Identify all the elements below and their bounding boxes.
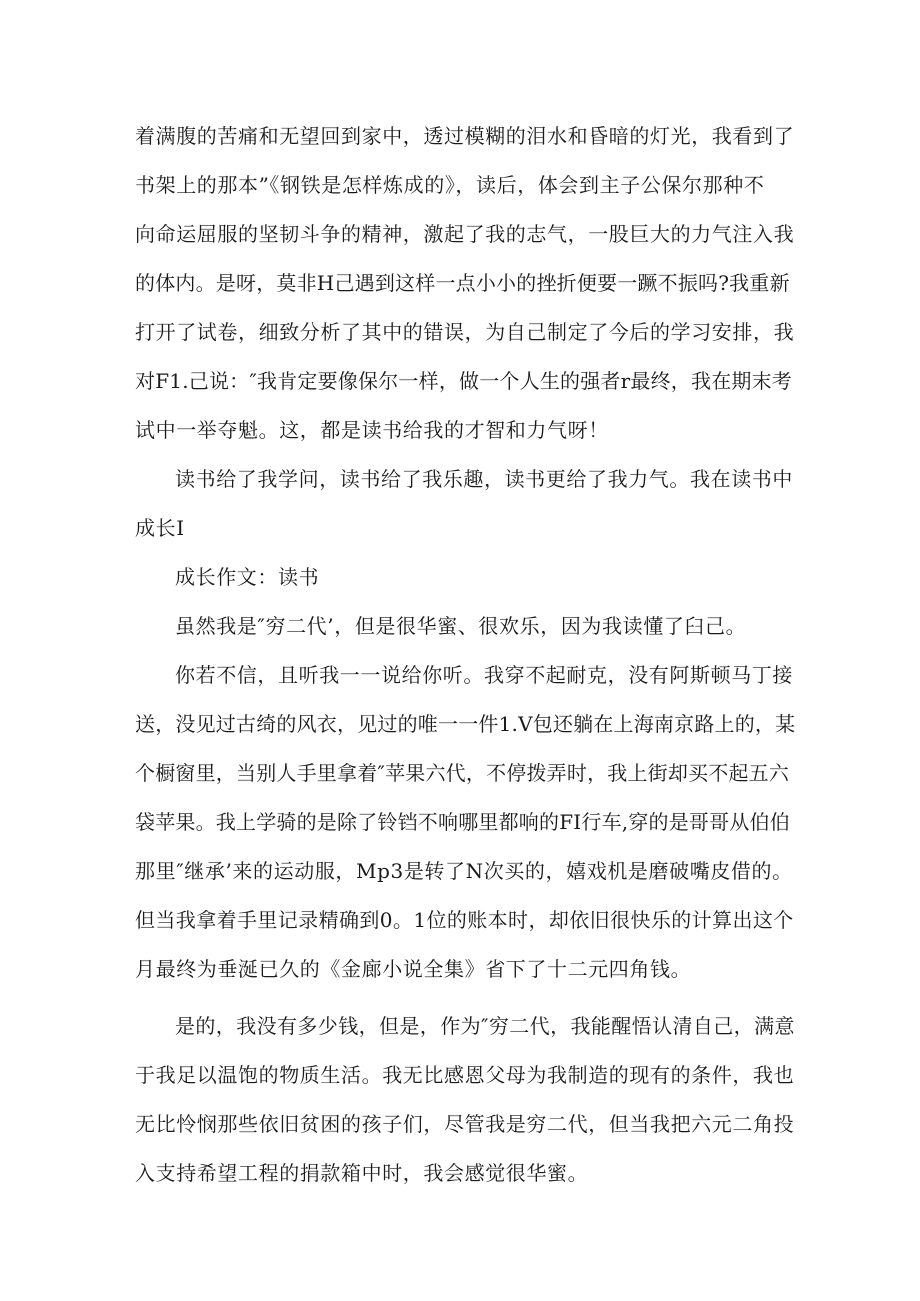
text-line: 于我足以温饱的物质生活。我无比感恩父母为我制造的现有的条件，我也 — [135, 1063, 795, 1087]
text-line: 袋苹果。我上学骑的是除了铃铛不响哪里都响的FI行车,穿的是哥哥从伯伯 — [135, 810, 790, 834]
paragraph-1 — [135, 112, 795, 455]
text-line: 的体内。是呀，莫非H己遇到这样一点小小的挫折便要一蹶不振吗?我重新 — [135, 271, 790, 295]
text-line: 是的，我没有多少钱，但是，作为″穷二代，我能醒悟认清自己，满意 — [175, 1014, 795, 1038]
section-title — [135, 553, 795, 602]
text-line: 个橱窗里，当别人手里拿着″苹果六代，不停拨弄时，我上街却买不起五六 — [135, 761, 790, 785]
section-heading: 成长作文：读书 — [175, 565, 320, 589]
paragraph-spacer — [135, 994, 795, 1002]
text-line: 成长I — [135, 516, 185, 540]
paragraph-2 — [135, 455, 795, 553]
text-line: 虽然我是″穷二代’，但是很华蜜、很欢乐，因为我读懂了臼己。 — [175, 614, 747, 638]
paragraph-5 — [135, 651, 795, 994]
text-line: 向命运屈服的坚韧斗争的精神，激起了我的志气，一股巨大的力气注入我 — [135, 222, 795, 246]
text-line: 你若不信，且听我一一说给你听。我穿不起耐克，没有阿斯顿马丁接 — [175, 663, 793, 687]
text-line: 打开了试卷，细致分析了其中的错误，为自己制定了今后的学习安排，我 — [135, 320, 795, 344]
paragraph-4 — [135, 602, 795, 651]
paragraph-6 — [135, 1002, 795, 1198]
document-body — [135, 112, 795, 1198]
text-line: 月最终为垂涎已久的《金廊小说全集》省下了十二元四角钱。 — [135, 957, 692, 981]
text-line: 送，没见过古绮的风衣，见过的唯一一件1.V包还躺在上海南京路上的，某 — [135, 712, 796, 736]
text-line: 试中一举夺魁。这，都是读书给我的才智和力气呀！ — [135, 418, 609, 442]
text-line: 读书给了我学问，读书给了我乐趣，读书更给了我力气。我在读书中 — [175, 467, 793, 491]
text-line: 无比怜悯那些依旧贫困的孩子们，尽管我是穷二代，但当我把六元二角投 — [135, 1112, 795, 1136]
text-line: 但当我拿着手里记录精确到0。1位的账本时，却依旧很快乐的计算出这个 — [135, 908, 794, 932]
text-line: 着满腹的苦痛和无望回到家中，透过模糊的泪水和昏暗的灯光，我看到了 — [135, 124, 795, 148]
text-line: 入支持希望工程的捐款箱中时，我会感觉很华蜜。 — [135, 1161, 589, 1185]
text-line: 对F1.己说：″我肯定要像保尔一样，做一个人生的强者r最终，我在期末考 — [135, 369, 792, 393]
text-line: 书架上的那本”《钢铁是怎样炼成的》，读后，体会到主子公保尔那种不 — [135, 173, 765, 197]
text-line: 那里″继承’来的运动服，Mp3是转了N次买的，嬉戏机是磨破嘴皮借的。 — [135, 859, 793, 883]
